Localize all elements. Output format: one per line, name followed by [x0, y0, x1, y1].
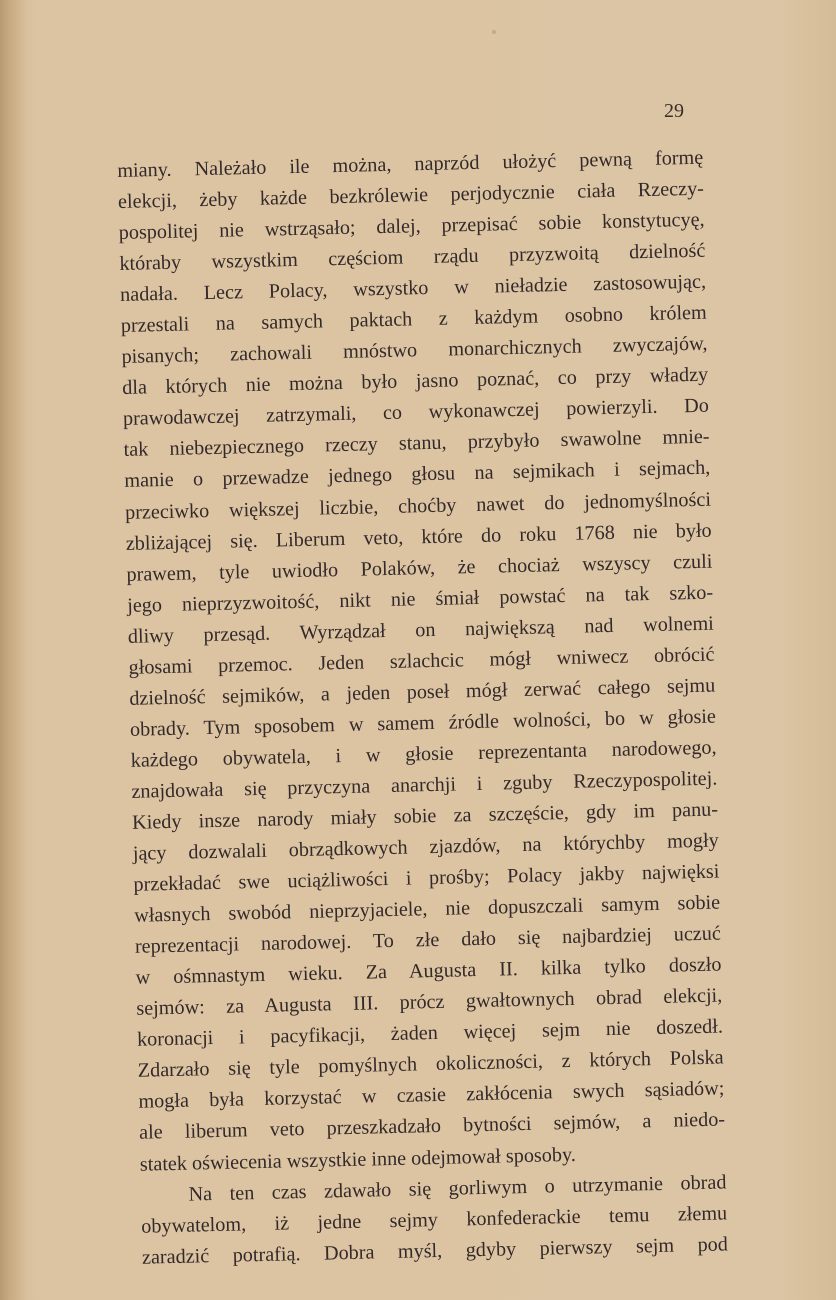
- text-line: zbliżającej się. Liberum veto, które do roku 1768 nie było: [125, 519, 712, 555]
- text-line: przekładać swe uciążliwości i prośby; Polacy jakby najwięksi: [133, 860, 720, 896]
- text-line: ale liberum veto przeszkadzało bytności sejmów, a niedo-: [138, 1108, 726, 1145]
- page-binding-edge: [0, 0, 26, 1300]
- text-line: głosami przemoc. Jeden szlachcic mógł wniwecz obrócić: [128, 643, 715, 679]
- text-line: pospolitej nie wstrząsało; dalej, przepisać sobie konstytucyę,: [118, 208, 705, 245]
- text-line: jego nieprzyzwoitość, nikt nie śmiał powstać na tak szko-: [126, 581, 714, 617]
- text-line: prawodawczej zatrzymali, co wykonawczej powierzyli. Do: [122, 395, 710, 431]
- text-line: prawem, tyle uwiodło Polaków, że chociaż wszyscy czuli: [126, 550, 713, 586]
- body-text: [117, 143, 728, 1274]
- text-line: sejmów: za Augusta III. prócz gwałtownych obrad elekcji,: [136, 984, 723, 1021]
- text-line: własnych swobód nieprzyjaciele, nie dopuszczali samym sobie: [133, 891, 721, 927]
- text-line: statek oświecenia wszystkie inne odejmował sposoby.: [139, 1143, 577, 1176]
- text-line: koronacji i pacyfikacji, żaden więcej sejm nie doszedł.: [136, 1015, 724, 1052]
- text-line: dzielność sejmików, a jeden poseł mógł zerwać całego sejmu: [129, 674, 716, 710]
- text-line: każdego obywatela, i w głosie reprezentanta narodowego,: [130, 736, 717, 772]
- text-line: Zdarzało się tyle pomyślnych okoliczności, z których Polska: [137, 1046, 724, 1083]
- text-line: pisanych; zachowali mnóstwo monarchicznych zwyczajów,: [121, 332, 708, 369]
- text-line: mogła była korzystać w czasie zakłócenia swych sąsiadów;: [138, 1077, 725, 1114]
- text-line: dliwy przesąd. Wyrządzał on największą nad wolnemi: [127, 612, 715, 648]
- text-line: obrady. Tym sposobem w samem źródle wolności, bo w głosie: [129, 705, 717, 741]
- text-line: dla których nie można było jasno poznać, co przy władzy: [122, 363, 709, 400]
- page-number: 29: [664, 100, 684, 122]
- text-line: manie o przewadze jednego głosu na sejmikach i sejmach,: [124, 457, 711, 493]
- text-line: jący dozwalali obrządkowych zjazdów, na którychby mogły: [132, 829, 719, 865]
- text-line: znajdowała się przyczyna anarchji i zguby Rzeczypospolitej.: [131, 767, 718, 803]
- text-line: zaradzić potrafią. Dobra myśl, gdyby pierwszy sejm pod: [141, 1233, 729, 1269]
- text-line: Na ten czas zdawało się gorliwym o utrzymanie obrad: [188, 1170, 727, 1206]
- text-line: nadała. Lecz Polacy, wszystko w nieładzie zastosowując,: [119, 270, 707, 307]
- text-line: elekcji, żeby każde bezkrólewie perjodycznie ciała Rzeczy-: [117, 177, 705, 214]
- text-line: obywatelom, iż jedne sejmy konfederackie temu złemu: [141, 1202, 728, 1238]
- text-line: reprezentacji narodowej. To złe dało się najbardziej uczuć: [134, 922, 722, 958]
- text-line: w ośmnastym wieku. Za Augusta II. kilka tylko doszło: [135, 953, 722, 990]
- text-line: tak niebezpiecznego rzeczy stanu, przybyło swawolne mnie-: [123, 426, 710, 462]
- text-line: któraby wszystkim częściom rządu przyzwoitą dzielność: [119, 239, 706, 276]
- text-line: przeciwko większej liczbie, choćby nawet do jednomyślności: [124, 488, 712, 524]
- paper-spot: [492, 30, 496, 34]
- text-line: Kiedy insze narody miały sobie za szczęście, gdy im panu-: [131, 798, 719, 834]
- text-line: miany. Należało ile można, naprzód ułożyć pewną formę: [117, 146, 704, 182]
- text-line: przestali na samych paktach z każdym osobno królem: [120, 301, 707, 338]
